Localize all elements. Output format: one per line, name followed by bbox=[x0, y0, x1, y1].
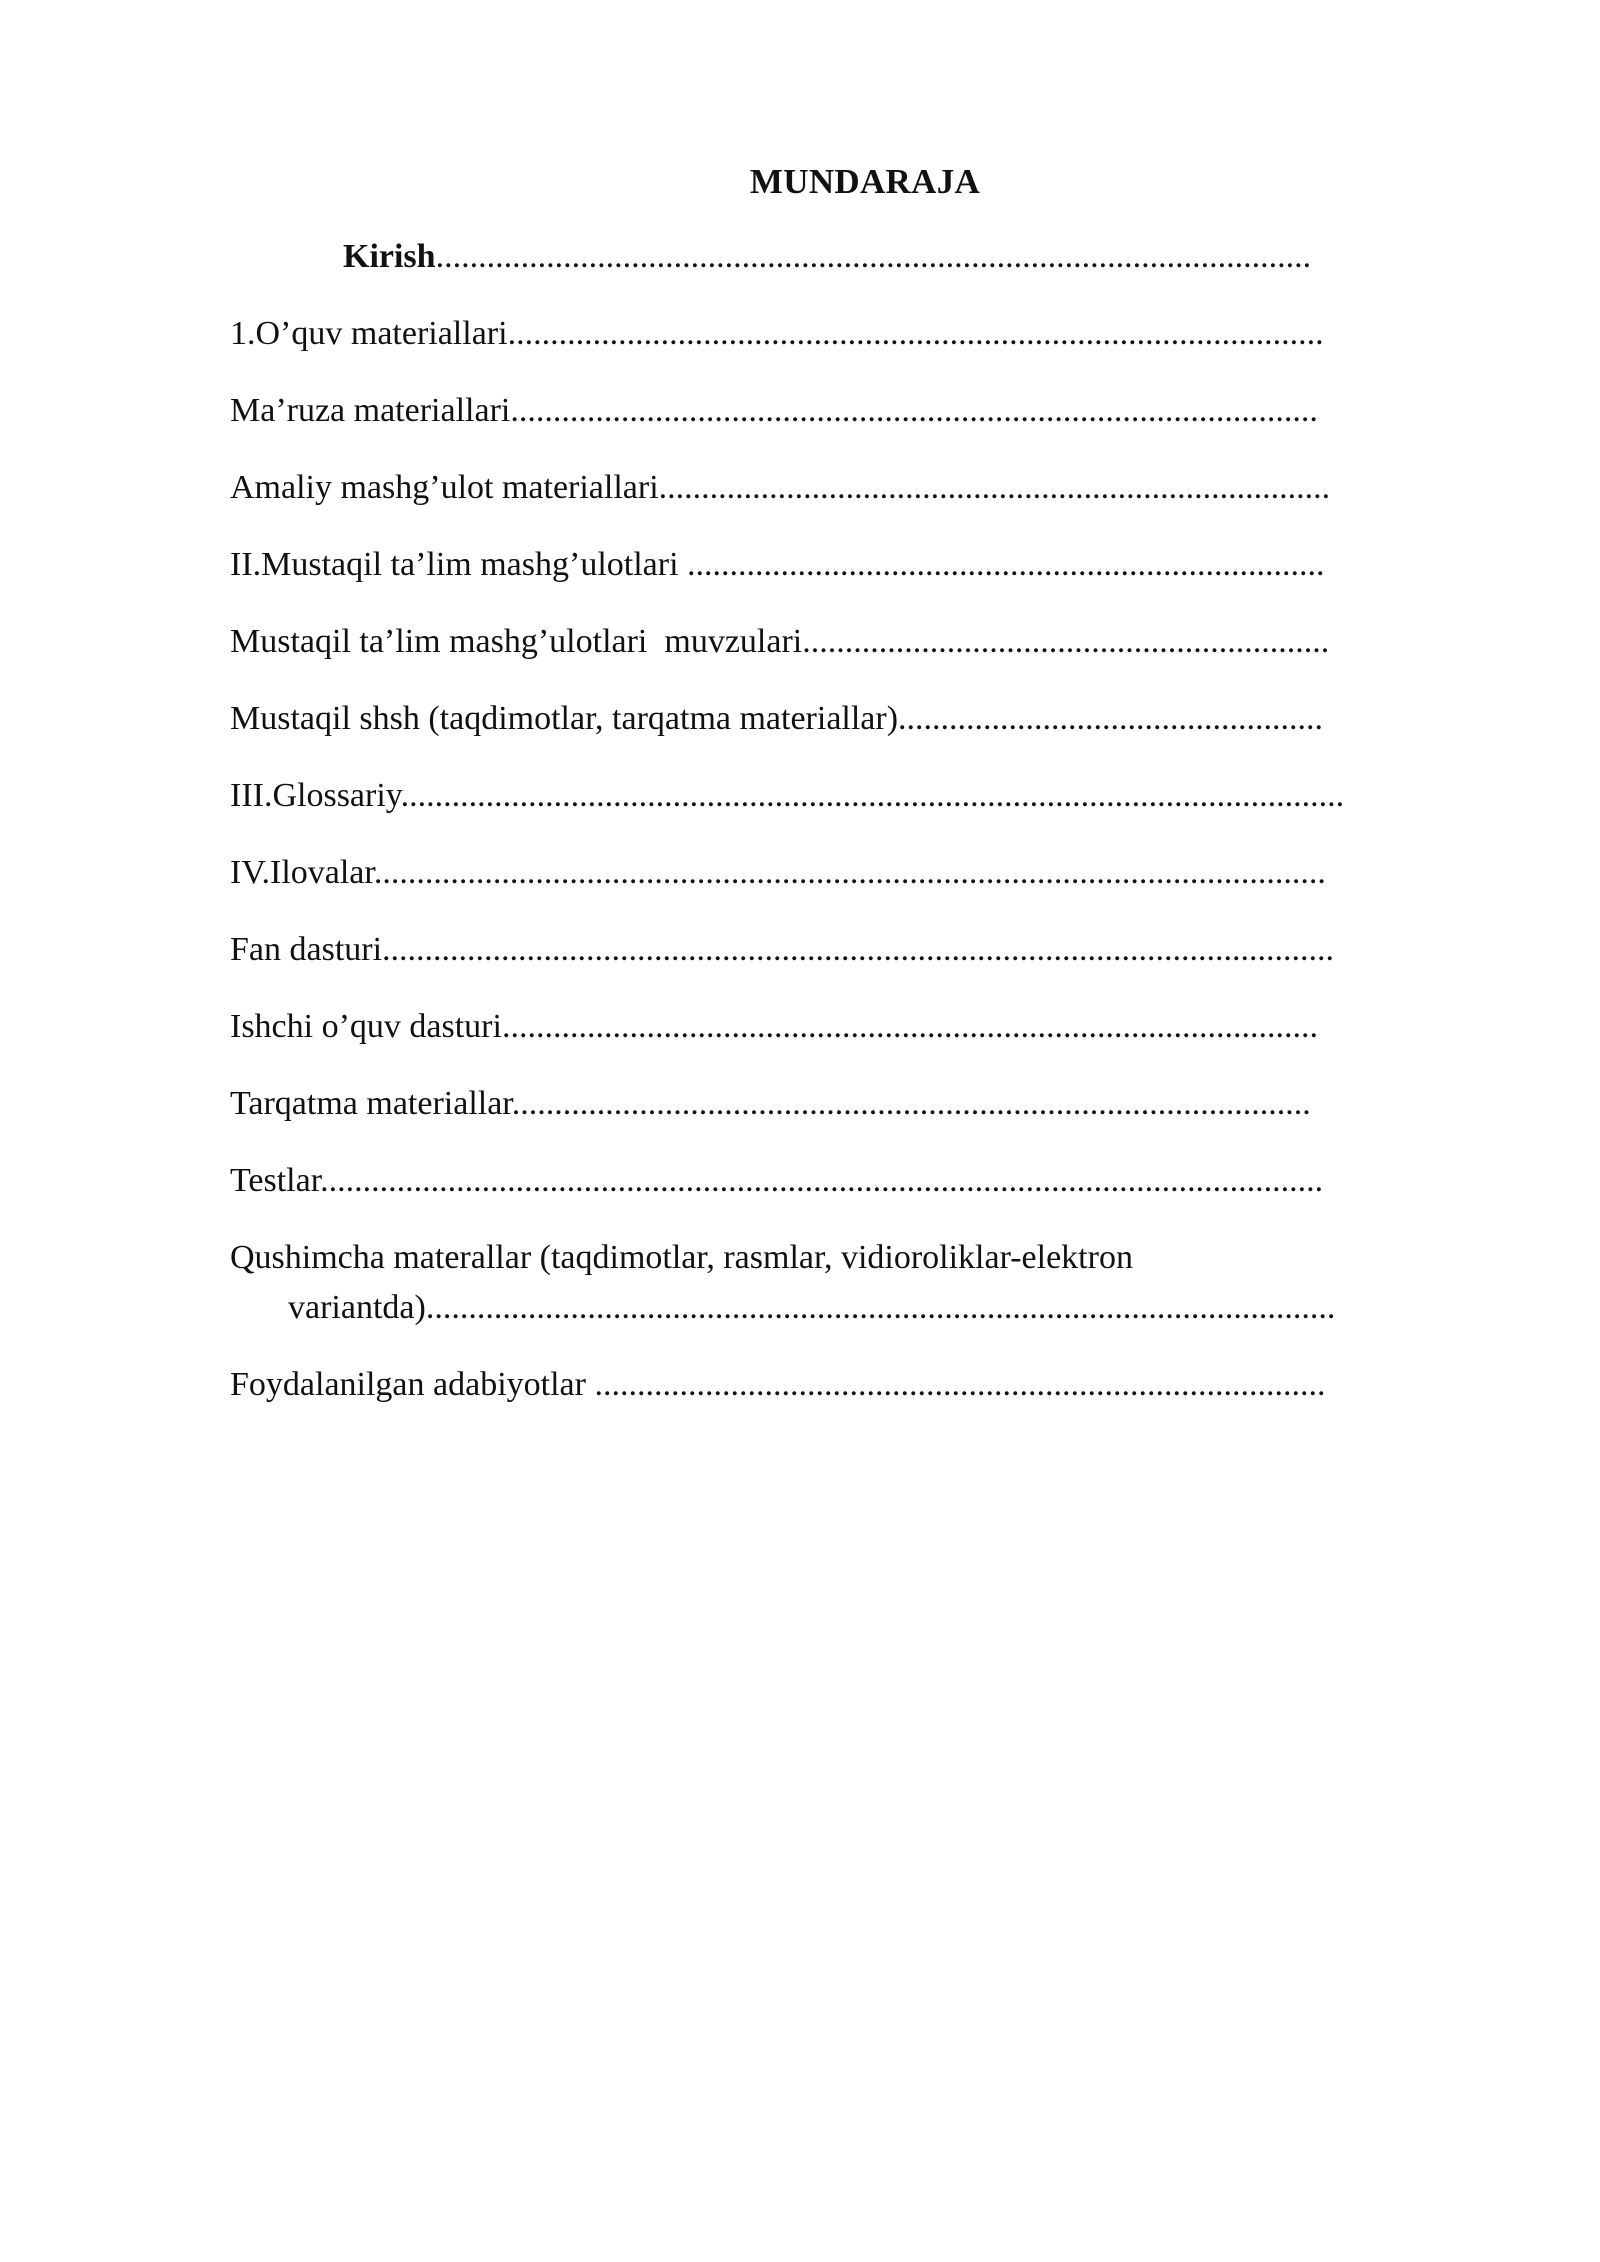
toc-leader-dots: ................................................................................................ bbox=[501, 1008, 1318, 1045]
toc-leader-dots: ................................................................................................................ bbox=[373, 854, 1326, 891]
toc-entry-label: III.Glossariy bbox=[230, 777, 401, 814]
toc-entry-fan-dasturi bbox=[230, 925, 1440, 975]
toc-entry-label: IV.Ilovalar bbox=[230, 854, 374, 891]
toc-entry-ilovalar bbox=[230, 848, 1445, 898]
toc-leader-dots: ............................................................................................... bbox=[510, 392, 1318, 429]
toc-entry-label: Ma’ruza materiallari bbox=[230, 392, 511, 429]
toc-leader-dots: .............................................................................................. bbox=[511, 1085, 1311, 1122]
toc-entry-oquv-materiallari bbox=[230, 309, 1453, 359]
toc-leader-dots: ............................................................................... bbox=[658, 469, 1331, 506]
toc-entry-ishchi-dasturi bbox=[230, 1002, 1440, 1052]
toc-entry-label: Testlar bbox=[230, 1162, 321, 1199]
toc-entry-amaliy-mashgulot bbox=[230, 463, 1450, 513]
toc-entry-label: Mustaqil shsh (taqdimotlar, tarqatma materiallar) bbox=[230, 700, 899, 737]
toc-entry-label: variantda) bbox=[288, 1289, 426, 1326]
toc-entry-continuation bbox=[230, 1283, 1450, 1333]
toc-leader-dots: ................................................................................................ bbox=[507, 315, 1324, 352]
toc-entry-testlar bbox=[230, 1156, 1448, 1206]
toc-leader-dots: ...................................................................................................................... bbox=[320, 1162, 1324, 1199]
toc-entry-label: Foydalanilgan adabiyotlar bbox=[230, 1366, 595, 1403]
toc-entry-glossariy bbox=[230, 771, 1450, 821]
toc-entry-label: 1.O’quv materiallari bbox=[230, 315, 508, 352]
toc-entry-label: Kirish bbox=[343, 238, 436, 275]
toc-leader-dots: ........................................................................... bbox=[687, 546, 1325, 583]
toc-leader-dots: ........................................................................................................... bbox=[425, 1289, 1336, 1326]
toc-entry-qushimcha bbox=[230, 1233, 1450, 1333]
toc-entry-kirish bbox=[343, 232, 1453, 282]
toc-leader-dots: ...................................................................................... bbox=[594, 1366, 1326, 1403]
toc-leader-dots: .................................................. bbox=[898, 700, 1324, 737]
toc-entry-mustaqil-muvzulari bbox=[230, 617, 1450, 667]
toc-leader-dots: .............................................................. bbox=[802, 623, 1330, 660]
toc-leader-dots: ................................................................................................................ bbox=[382, 931, 1335, 968]
toc-entry-foydalanilgan bbox=[230, 1360, 1446, 1410]
toc-entry-tarqatma bbox=[230, 1079, 1445, 1129]
toc-entry-maruza-materiallari bbox=[230, 386, 1447, 436]
toc-entry-label: Fan dasturi bbox=[230, 931, 383, 968]
toc-title: MUNDARAJA bbox=[749, 162, 981, 201]
toc-entry-label: Tarqatma materiallar bbox=[230, 1085, 512, 1122]
toc-entry-label: Amaliy mashg’ulot materiallari bbox=[230, 469, 659, 506]
toc-entry-mustaqil-shsh bbox=[230, 694, 1446, 744]
toc-entry-label: Ishchi o’quv dasturi bbox=[230, 1008, 502, 1045]
toc-entry-label: II.Mustaqil ta’lim mashg’ulotlari bbox=[230, 546, 688, 583]
toc-leader-dots: ....................................................................................................... bbox=[435, 238, 1312, 275]
toc-entry-label: Qushimcha materallar (taqdimotlar, rasmlar, vidioroliklar-elektron bbox=[230, 1239, 1133, 1276]
toc-entry-mustaqil-talim bbox=[230, 540, 1453, 590]
toc-leader-dots: ............................................................................................................... bbox=[400, 777, 1345, 814]
toc-entry-label: Mustaqil ta’lim mashg’ulotlari muvzulari bbox=[230, 623, 803, 660]
